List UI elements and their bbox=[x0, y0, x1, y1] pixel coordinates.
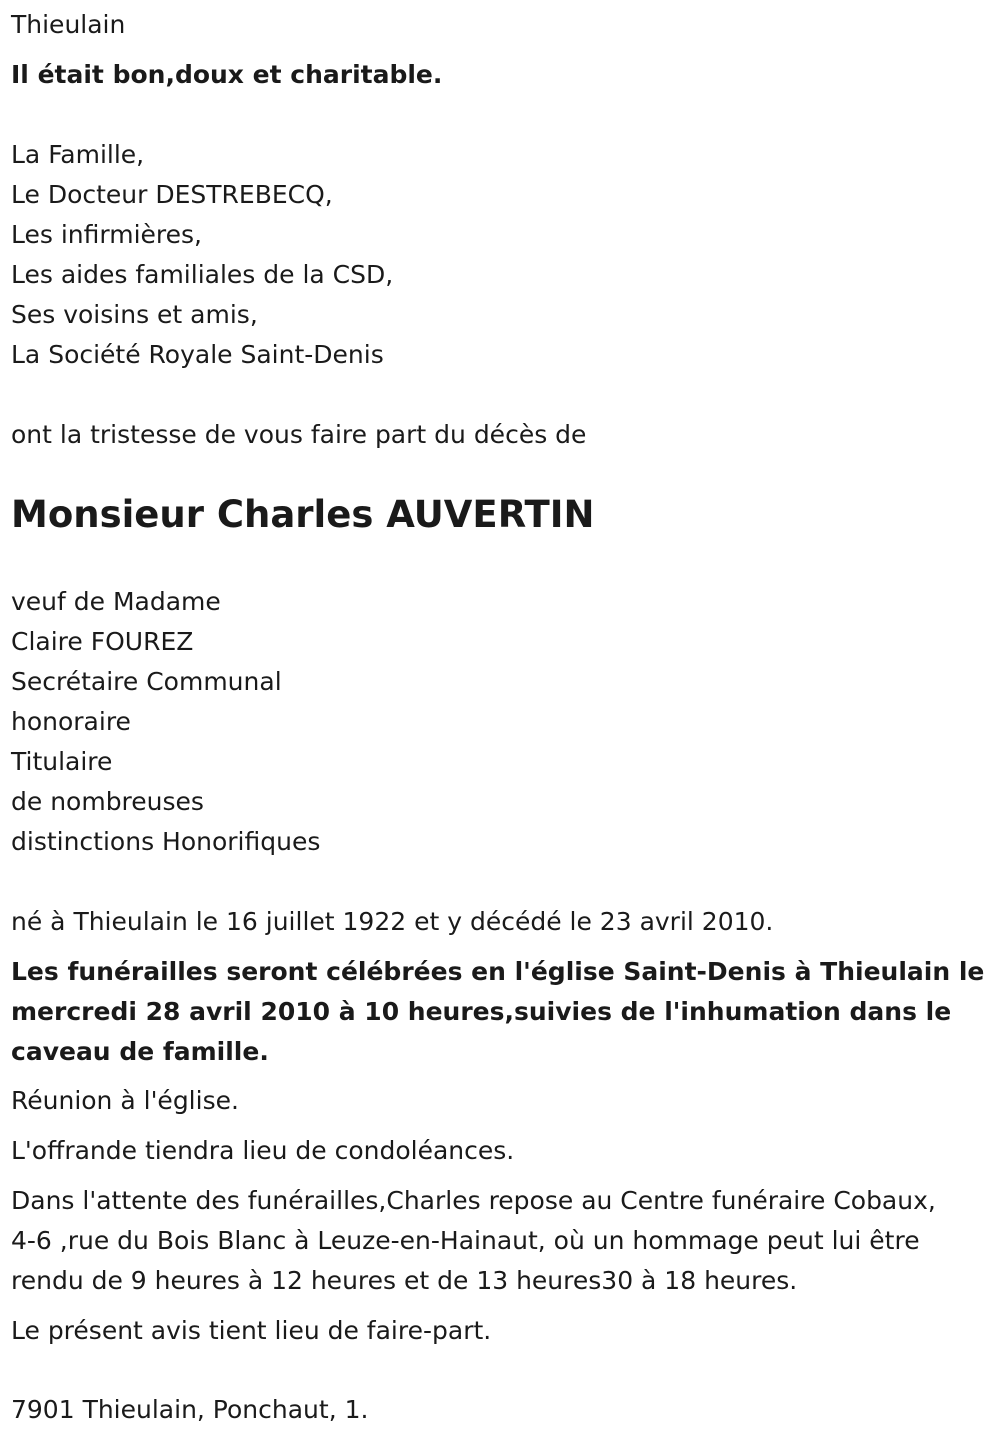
signatory: Le Docteur DESTREBECQ, bbox=[11, 180, 333, 209]
offering-text: L'offrande tiendra lieu de condoléances. bbox=[11, 1136, 515, 1165]
signatory: Ses voisins et amis, bbox=[11, 300, 258, 329]
detail-line: honoraire bbox=[11, 707, 131, 736]
announcement-text: ont la tristesse de vous faire part du décès de bbox=[11, 420, 587, 449]
motto: Il était bon,doux et charitable. bbox=[11, 60, 443, 89]
detail-line: veuf de Madame bbox=[11, 587, 221, 616]
notice-text: Le présent avis tient lieu de faire-part. bbox=[11, 1316, 492, 1345]
deceased-name: Monsieur Charles AUVERTIN bbox=[11, 493, 595, 536]
address-text: 7901 Thieulain, Ponchaut, 1. bbox=[11, 1395, 369, 1424]
viewing-line: rendu de 9 heures à 12 heures et de 13 heures30 à 18 heures. bbox=[11, 1266, 798, 1295]
signatory: Les infirmières, bbox=[11, 220, 202, 249]
detail-line: Titulaire bbox=[11, 747, 113, 776]
signatory: Les aides familiales de la CSD, bbox=[11, 260, 394, 289]
funeral-line: mercredi 28 avril 2010 à 10 heures,suivies de l'inhumation dans le bbox=[11, 997, 952, 1026]
funeral-line: caveau de famille. bbox=[11, 1037, 269, 1066]
detail-line: Claire FOUREZ bbox=[11, 627, 194, 656]
place-heading: Thieulain bbox=[11, 10, 126, 39]
meeting-text: Réunion à l'église. bbox=[11, 1086, 239, 1115]
signatory: La Famille, bbox=[11, 140, 145, 169]
detail-line: de nombreuses bbox=[11, 787, 204, 816]
detail-line: distinctions Honorifiques bbox=[11, 827, 321, 856]
birth-death-text: né à Thieulain le 16 juillet 1922 et y décédé le 23 avril 2010. bbox=[11, 907, 774, 936]
viewing-line: 4-6 ,rue du Bois Blanc à Leuze-en-Hainaut, où un hommage peut lui être bbox=[11, 1226, 920, 1255]
signatory: La Société Royale Saint-Denis bbox=[11, 340, 384, 369]
funeral-line: Les funérailles seront célébrées en l'église Saint-Denis à Thieulain le bbox=[11, 957, 985, 986]
viewing-line: Dans l'attente des funérailles,Charles repose au Centre funéraire Cobaux, bbox=[11, 1186, 936, 1215]
detail-line: Secrétaire Communal bbox=[11, 667, 282, 696]
